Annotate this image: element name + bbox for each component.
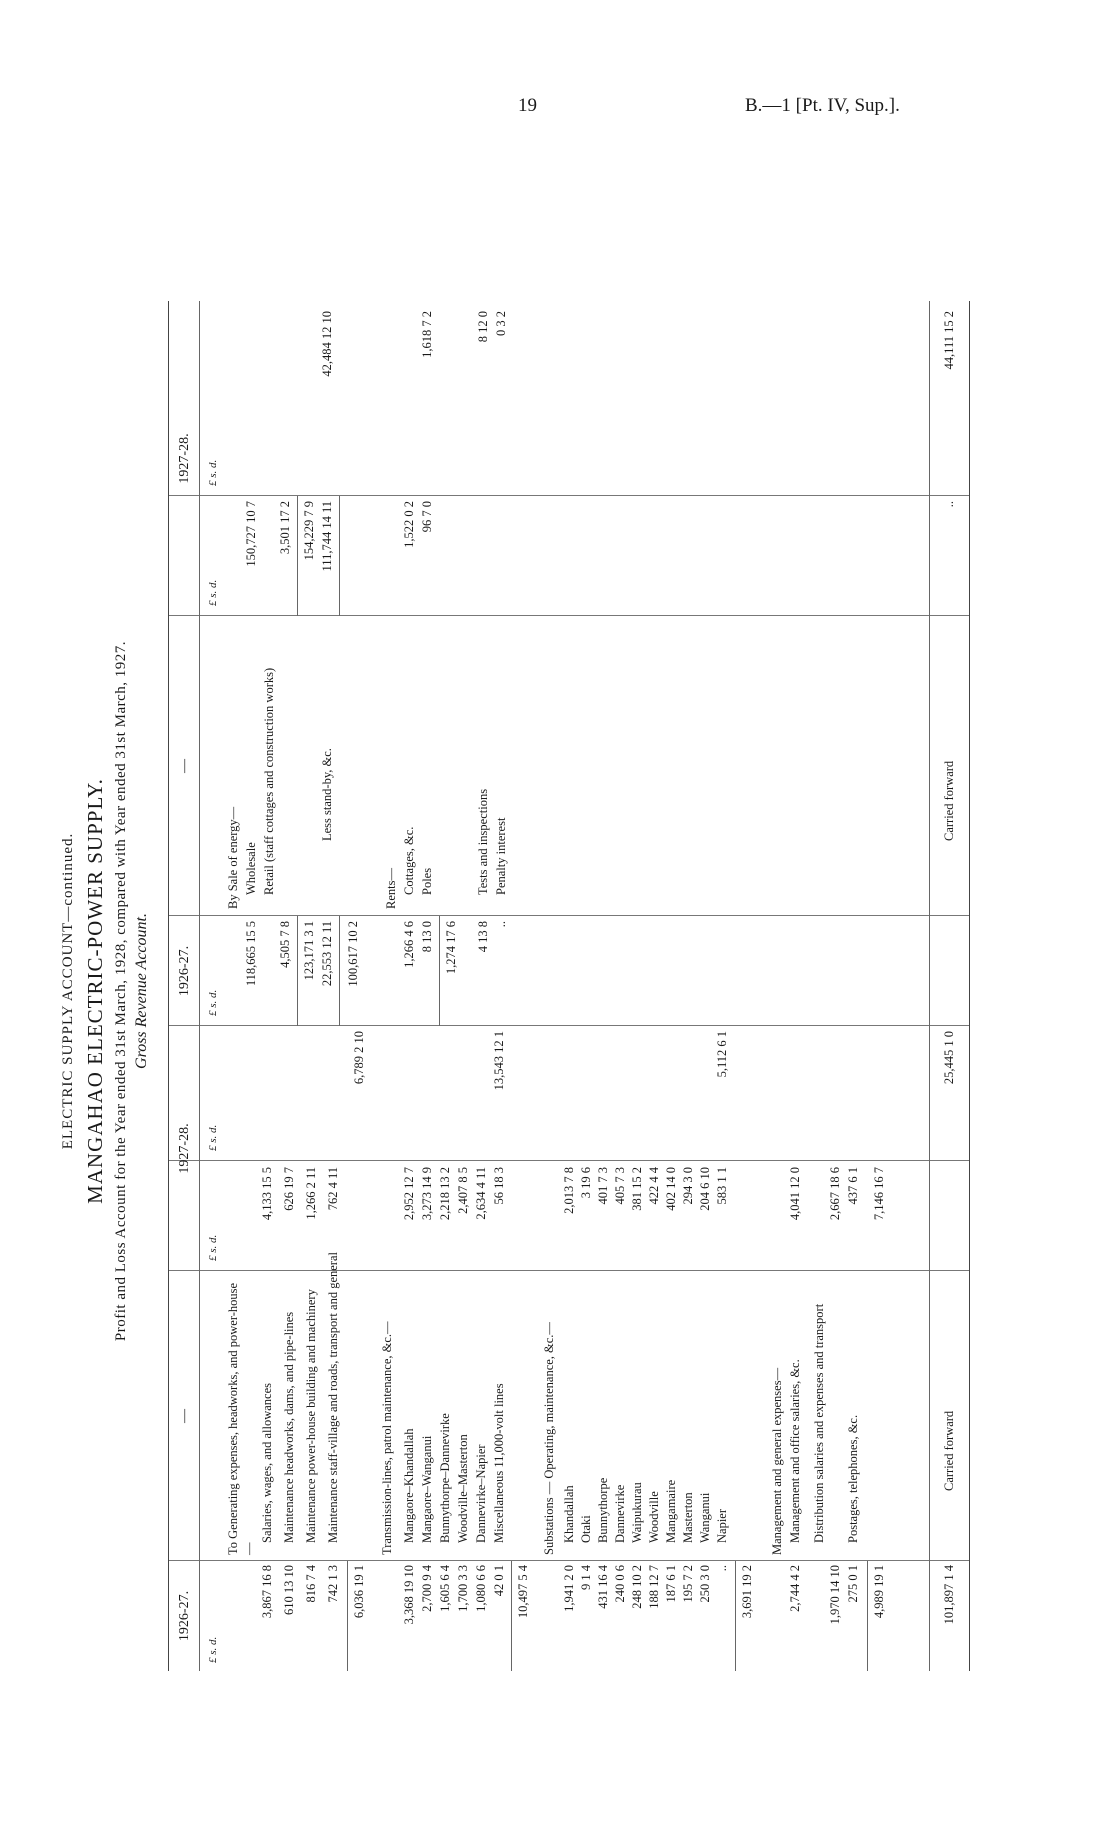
management-line-label: Management and office salaries, &c. bbox=[788, 1359, 802, 1543]
generating-line-curr: 4,133 15 5 bbox=[260, 1167, 274, 1221]
generating-line-prev: 816 7 4 bbox=[304, 1565, 318, 1603]
transmission-line-prev: 1,700 3 3 bbox=[456, 1565, 470, 1612]
rents-line-curr: 1,522 0 2 bbox=[402, 501, 416, 548]
management-line-label: Distribution salaries and expenses and transport bbox=[812, 1303, 826, 1543]
substation-line-label: Mangamaire bbox=[664, 1479, 678, 1543]
document-reference: B.—1 [Pt. IV, Sup.]. bbox=[745, 95, 900, 116]
generating-line-curr: 1,266 2 11 bbox=[304, 1167, 318, 1220]
generating-line-label: Maintenance power-house building and machinery bbox=[304, 1289, 318, 1543]
generating-line-curr: 762 4 11 bbox=[326, 1167, 340, 1211]
substation-line-label: Dannevirke bbox=[613, 1484, 627, 1543]
account-heading: ELECTRIC SUPPLY ACCOUNT—continued. bbox=[60, 832, 76, 1150]
rents-total-prev: 1,274 17 6 bbox=[444, 921, 458, 975]
credit-description-header: — bbox=[177, 759, 192, 773]
management-line-prev: 275 0 1 bbox=[846, 1565, 860, 1603]
penalty-curr: 0 3 2 bbox=[494, 311, 508, 336]
management-line-prev: 2,744 4 2 bbox=[788, 1565, 802, 1612]
column-separator bbox=[169, 1270, 969, 1271]
transmission-line-label: Woodville–Masterton bbox=[456, 1434, 470, 1543]
substations-heading: Substations — Operating, maintenance, &c.— bbox=[542, 1322, 556, 1555]
credit-carried-forward-prev: .. bbox=[942, 501, 956, 508]
substation-line-curr: 3 19 6 bbox=[579, 1167, 593, 1199]
transmission-line-prev: 2,700 9 4 bbox=[420, 1565, 434, 1612]
debit-prev-currency: £ s. d. bbox=[207, 1636, 219, 1663]
supply-heading: MANGAHAO ELECTRIC-POWER SUPPLY. bbox=[83, 778, 107, 1204]
management-total-curr: 7,146 16 7 bbox=[872, 1167, 886, 1221]
substation-line-prev: 248 10 2 bbox=[630, 1565, 644, 1609]
substation-line-curr: 402 14 0 bbox=[664, 1167, 678, 1211]
generating-total-curr: 6,789 2 10 bbox=[352, 1031, 366, 1085]
energy-net-curr: 42,484 12 10 bbox=[320, 311, 334, 377]
substation-line-prev: 187 6 1 bbox=[664, 1565, 678, 1603]
energy-heading: By Sale of energy— bbox=[226, 806, 240, 909]
transmission-line-curr: 2,634 4 11 bbox=[474, 1167, 488, 1220]
rents-total-curr: 1,618 7 2 bbox=[420, 311, 434, 358]
credit-carried-forward-curr: 44,111 15 2 bbox=[942, 311, 956, 370]
substation-line-curr: 405 7 3 bbox=[613, 1167, 627, 1205]
substation-line-label: Bunnythorpe bbox=[596, 1477, 610, 1543]
subtotal-rule bbox=[511, 1561, 512, 1671]
substation-line-label: Otaki bbox=[579, 1515, 593, 1543]
subtotal-rule bbox=[339, 916, 340, 1026]
column-separator bbox=[169, 1160, 969, 1161]
substation-line-curr: 2,013 7 8 bbox=[562, 1167, 576, 1214]
energy-subtotal-curr: 154,229 7 9 bbox=[302, 501, 316, 561]
rents-line-label: Poles bbox=[420, 867, 434, 895]
debit-description-header: — bbox=[177, 1409, 192, 1423]
debit-curr-currency: £ s. d. bbox=[207, 1234, 219, 1261]
transmission-line-label: Mangaore–Khandallah bbox=[402, 1428, 416, 1543]
page-number: 19 bbox=[518, 95, 537, 116]
generating-line-label: Maintenance staff-village and roads, transport and general bbox=[326, 1252, 340, 1543]
energy-wholesale-label: Wholesale bbox=[244, 842, 258, 895]
credit-prev-currency: £ s. d. bbox=[207, 989, 219, 1016]
management-line-label: Postages, telephones, &c. bbox=[846, 1414, 860, 1543]
debit-carried-forward-prev: 101,897 1 4 bbox=[942, 1565, 956, 1625]
subtotal-rule bbox=[339, 496, 340, 616]
rents-heading: Rents— bbox=[384, 868, 398, 909]
transmission-line-label: Mangaore–Wanganui bbox=[420, 1435, 434, 1543]
energy-wholesale-curr: 150,727 10 7 bbox=[244, 501, 258, 567]
column-separator bbox=[169, 1025, 969, 1026]
management-line-curr: 2,667 18 6 bbox=[828, 1167, 842, 1221]
subtotal-rule bbox=[297, 496, 298, 616]
transmission-line-prev: 3,368 19 10 bbox=[402, 1565, 416, 1625]
column-separator bbox=[169, 915, 969, 916]
subtotal-rule bbox=[735, 1561, 736, 1671]
generating-line-prev: 3,867 16 8 bbox=[260, 1565, 274, 1619]
substation-line-curr: 204 6 10 bbox=[698, 1167, 712, 1211]
generating-total-prev: 6,036 19 1 bbox=[352, 1565, 366, 1619]
energy-retail-curr: 3,501 17 2 bbox=[278, 501, 292, 555]
substation-line-curr: 401 7 3 bbox=[596, 1167, 610, 1205]
debit-carried-forward-curr: 25,445 1 0 bbox=[942, 1031, 956, 1085]
gross-revenue-heading: Gross Revenue Account. bbox=[133, 913, 150, 1069]
substation-line-label: Masterton bbox=[681, 1492, 695, 1543]
debit-curr-year-header: 1927-28. bbox=[177, 1123, 192, 1174]
credit-curr-total-currency: £ s. d. bbox=[207, 459, 219, 486]
generating-line-curr: 626 19 7 bbox=[282, 1167, 296, 1211]
transmission-line-label: Miscellaneous 11,000-volt lines bbox=[492, 1383, 506, 1543]
substation-line-curr: 294 3 0 bbox=[681, 1167, 695, 1205]
transmission-line-label: Bunnythorpe–Dannevirke bbox=[438, 1413, 452, 1543]
rents-line-curr: 96 7 0 bbox=[420, 501, 434, 533]
debit-carried-forward-label: Carried forward bbox=[942, 1410, 956, 1491]
energy-standby-label: Less stand-by, &c. bbox=[320, 748, 334, 841]
management-line-prev: 1,970 14 10 bbox=[828, 1565, 842, 1625]
tests-prev: 4 13 8 bbox=[476, 921, 490, 953]
transmission-line-prev: 1,605 6 4 bbox=[438, 1565, 452, 1612]
energy-retail-prev: 4,505 7 8 bbox=[278, 921, 292, 968]
energy-retail-label: Retail (staff cottages and construction works) bbox=[262, 667, 276, 895]
debit-curr-total-currency: £ s. d. bbox=[207, 1124, 219, 1151]
management-heading: Management and general expenses— bbox=[770, 1367, 784, 1555]
credit-curr-currency: £ s. d. bbox=[207, 579, 219, 606]
generating-line-label: Salaries, wages, and allowances bbox=[260, 1382, 274, 1543]
subtotal-rule bbox=[439, 916, 440, 1026]
energy-subtotal-prev: 123,171 3 1 bbox=[302, 921, 316, 981]
transmission-total-curr: 13,543 12 1 bbox=[492, 1031, 506, 1091]
transmission-heading: Transmission-lines, patrol maintenance, &c.— bbox=[380, 1321, 394, 1555]
transmission-line-curr: 3,273 14 9 bbox=[420, 1167, 434, 1221]
penalty-prev: .. bbox=[494, 921, 508, 928]
management-total-prev: 4,989 19 1 bbox=[872, 1565, 886, 1619]
transmission-total-prev: 10,497 5 4 bbox=[516, 1565, 530, 1619]
substation-line-label: Waipukurau bbox=[630, 1482, 644, 1543]
substation-line-prev: 188 12 7 bbox=[647, 1565, 661, 1609]
transmission-line-curr: 2,218 13 2 bbox=[438, 1167, 452, 1221]
substations-total-curr: 5,112 6 1 bbox=[715, 1031, 729, 1078]
substation-line-curr: 422 4 4 bbox=[647, 1167, 661, 1205]
header-rule bbox=[199, 301, 200, 1671]
energy-standby-curr: 111,744 14 11 bbox=[320, 501, 334, 572]
rents-line-prev: 1,266 4 6 bbox=[402, 921, 416, 968]
substation-line-prev: 9 1 4 bbox=[579, 1565, 593, 1590]
column-separator bbox=[169, 615, 969, 616]
credit-prev-year-header: 1926-27. bbox=[177, 945, 192, 997]
management-line-curr: 437 6 1 bbox=[846, 1167, 860, 1205]
transmission-line-label: Dannevirke–Napier bbox=[474, 1444, 488, 1543]
transmission-line-prev: 42 0 1 bbox=[492, 1565, 506, 1597]
management-line-curr: 4,041 12 0 bbox=[788, 1167, 802, 1221]
tests-curr: 8 12 0 bbox=[476, 311, 490, 343]
transmission-line-prev: 1,080 6 6 bbox=[474, 1565, 488, 1612]
substation-line-curr: 583 1 1 bbox=[715, 1167, 729, 1205]
substation-line-prev: 195 7 2 bbox=[681, 1565, 695, 1603]
energy-standby-prev: 22,553 12 11 bbox=[320, 921, 334, 987]
column-separator bbox=[169, 1560, 969, 1561]
transmission-line-curr: 2,952 12 7 bbox=[402, 1167, 416, 1221]
substation-line-label: Napier bbox=[715, 1508, 729, 1543]
generating-line-prev: 610 13 10 bbox=[282, 1565, 296, 1615]
penalty-label: Penalty interest bbox=[494, 817, 508, 895]
credit-carried-forward-label: Carried forward bbox=[942, 760, 956, 841]
substations-total-prev: 3,691 19 2 bbox=[740, 1565, 754, 1619]
generating-heading: To Generating expenses, headworks, and power-house— bbox=[226, 1282, 256, 1555]
subtotal-rule bbox=[867, 1561, 868, 1671]
rotated-page bbox=[0, 141, 1114, 1841]
substation-line-prev: 250 3 0 bbox=[698, 1565, 712, 1603]
debit-prev-year-header: 1926-27. bbox=[177, 1590, 192, 1642]
substation-line-prev: 240 0 6 bbox=[613, 1565, 627, 1603]
substation-line-prev: .. bbox=[715, 1565, 729, 1572]
rents-line-prev: 8 13 0 bbox=[420, 921, 434, 953]
statement-heading: Profit and Loss Account for the Year ended 31st March, 1928, compared with Year ended 31st March, 1927. bbox=[113, 640, 129, 1342]
subtotal-rule bbox=[297, 916, 298, 1026]
transmission-line-curr: 2,407 8 5 bbox=[456, 1167, 470, 1214]
substation-line-label: Wanganui bbox=[698, 1492, 712, 1543]
substation-line-prev: 1,941 2 0 bbox=[562, 1565, 576, 1612]
generating-line-label: Maintenance headworks, dams, and pipe-lines bbox=[282, 1311, 296, 1543]
energy-net-prev: 100,617 10 2 bbox=[346, 921, 360, 987]
subtotal-rule bbox=[347, 1561, 348, 1671]
generating-line-prev: 742 1 3 bbox=[326, 1565, 340, 1603]
substation-line-prev: 431 16 4 bbox=[596, 1565, 610, 1609]
rents-line-label: Cottages, &c. bbox=[402, 826, 416, 895]
substation-line-label: Khandallah bbox=[562, 1485, 576, 1543]
substation-line-curr: 381 15 2 bbox=[630, 1167, 644, 1211]
substation-line-label: Woodville bbox=[647, 1491, 661, 1543]
credit-curr-year-header: 1927-28. bbox=[177, 433, 192, 484]
profit-loss-table bbox=[168, 301, 970, 1671]
carried-forward-rule bbox=[929, 301, 930, 1671]
column-separator bbox=[169, 495, 969, 496]
transmission-line-curr: 56 18 3 bbox=[492, 1167, 506, 1205]
energy-wholesale-prev: 118,665 15 5 bbox=[244, 921, 258, 987]
tests-label: Tests and inspections bbox=[476, 788, 490, 895]
